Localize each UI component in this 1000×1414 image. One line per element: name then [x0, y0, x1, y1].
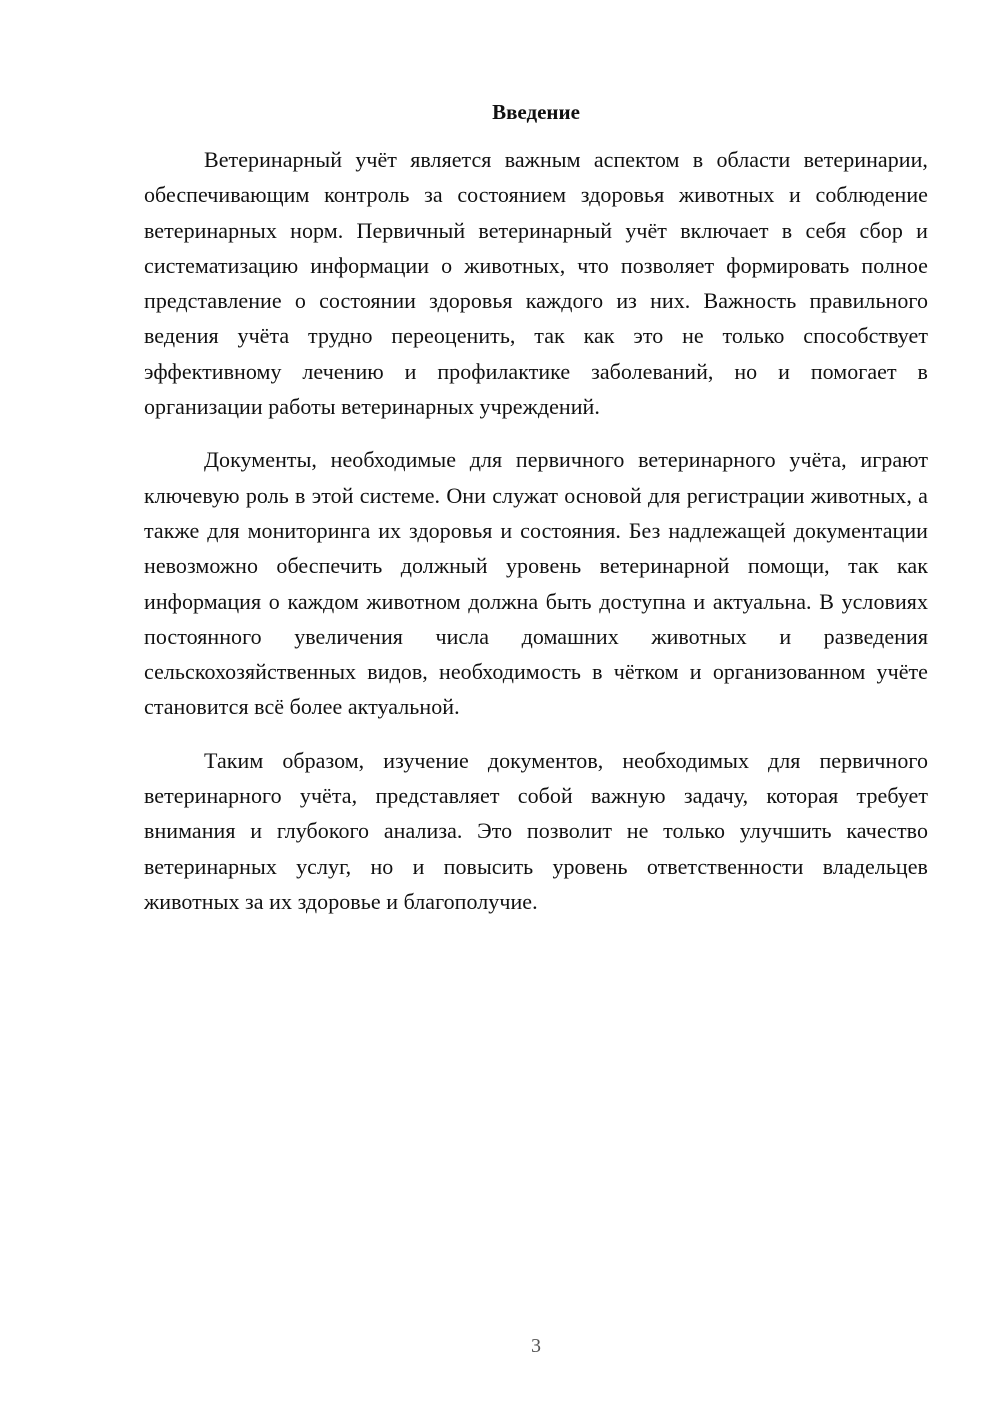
- body-text: [144, 142, 928, 937]
- page-title: Введение: [492, 100, 580, 124]
- paragraph-1: Ветеринарный учёт является важным аспектом в области ветеринарии, обеспечивающим контроль за состоянием здоровья животных и соблюдение ветеринарных норм. Первичный ветеринарный учёт включает в себя сбор и систематизацию информации о животных, что позволяет формировать полное представление о состоянии здоровья каждого из них. Важность правильного ведения учёта трудно переоценить, так как это не только способствует эффективному лечению и профилактике заболеваний, но и помогает в организации работы ветеринарных учреждений.: [144, 147, 928, 420]
- page-number: 3: [531, 1335, 541, 1357]
- paragraph-3: Таким образом, изучение документов, необходимых для первичного ветеринарного учёта, представляет собой важную задачу, которая требует внимания и глубокого анализа. Это позволит не только улучшить качество ветеринарных услуг, но и повысить уровень ответственности владельцев животных за их здоровье и благополучие.: [144, 747, 928, 914]
- paragraph-2: Документы, необходимые для первичного ветеринарного учёта, играют ключевую роль в этой системе. Они служат основой для регистрации животных, а также для мониторинга их здоровья и состояния. Без надлежащей документации невозможно обеспечить должный уровень ветеринарной помощи, так как информация о каждом животном должна быть доступна и актуальна. В условиях постоянного увеличения числа домашних животных и разведения сельскохозяйственных видов, необходимость в чётком и организованном учёте становится всё более актуальной.: [144, 447, 928, 720]
